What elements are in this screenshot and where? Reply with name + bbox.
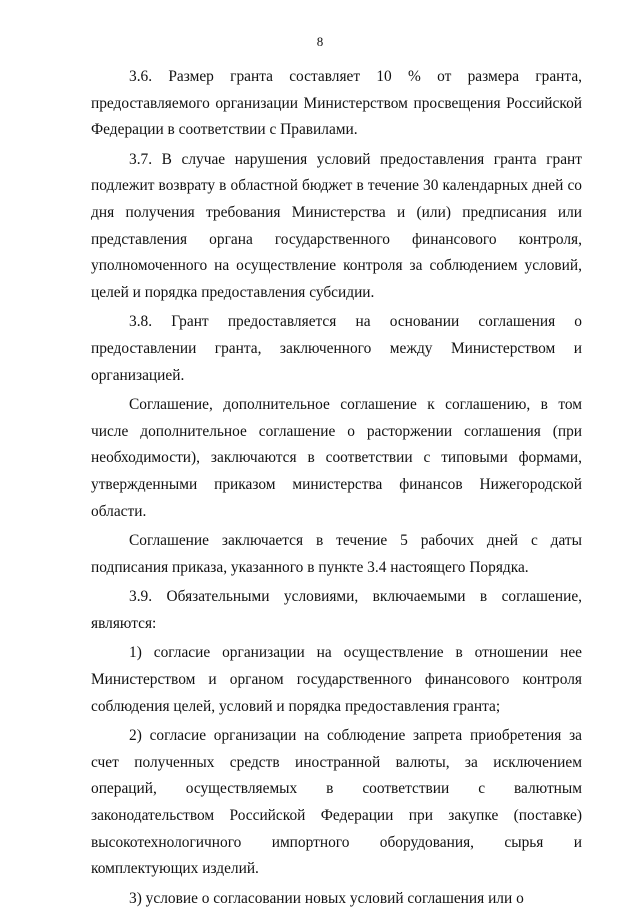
paragraph-3-6: 3.6. Размер гранта составляет 10 % от размера гранта, предоставляемого организации Министерством просвещения Российской Федерации в соответствии с Правилами. [91, 68, 582, 139]
list-item-1: 1) согласие организации на осуществление в отношении нее Министерством и органом государственного финансового контроля соблюдения целей, условий и порядка предоставления гранта; [91, 644, 582, 715]
paragraph-agreement-term: Соглашение заключается в течение 5 рабочих дней с даты подписания приказа, указанного в пункте 3.4 настоящего Порядка. [91, 532, 582, 576]
paragraph-3-8: 3.8. Грант предоставляется на основании соглашения о предоставлении гранта, заключенного между Министерством и организацией. [91, 313, 582, 384]
list-item-2: 2) согласие организации на соблюдение запрета приобретения за счет полученных средств иностранной валюты, за исключением операций, осуществляемых в соответствии с валютным законодательством Российской Федерации при закупке (поставке) высокотехнологичного импортного оборудования, сырья и комплектующих изделий. [91, 727, 582, 878]
paragraph-3-7: 3.7. В случае нарушения условий предоставления гранта грант подлежит возврату в областной бюджет в течение 30 календарных дней со дня получения требования Министерства и (или) предписания или представления органа государственного финансового контроля, уполномоченного на осуществление контроля за соблюдением условий, целей и порядка предоставления субсидии. [91, 150, 582, 301]
page-number: 8 [316, 34, 324, 49]
document-body [91, 64, 582, 915]
paragraph-agreement-forms: Соглашение, дополнительное соглашение к соглашению, в том числе дополнительное соглашение о расторжении соглашения (при необходимости), заключаются в соответствии с типовыми формами, утвержденными приказом министерства финансов Нижегородской области. [91, 396, 582, 520]
list-item-3: 3) условие о согласовании новых условий соглашения или о [129, 889, 524, 907]
paragraph-3-9: 3.9. Обязательными условиями, включаемыми в соглашение, являются: [91, 588, 582, 632]
